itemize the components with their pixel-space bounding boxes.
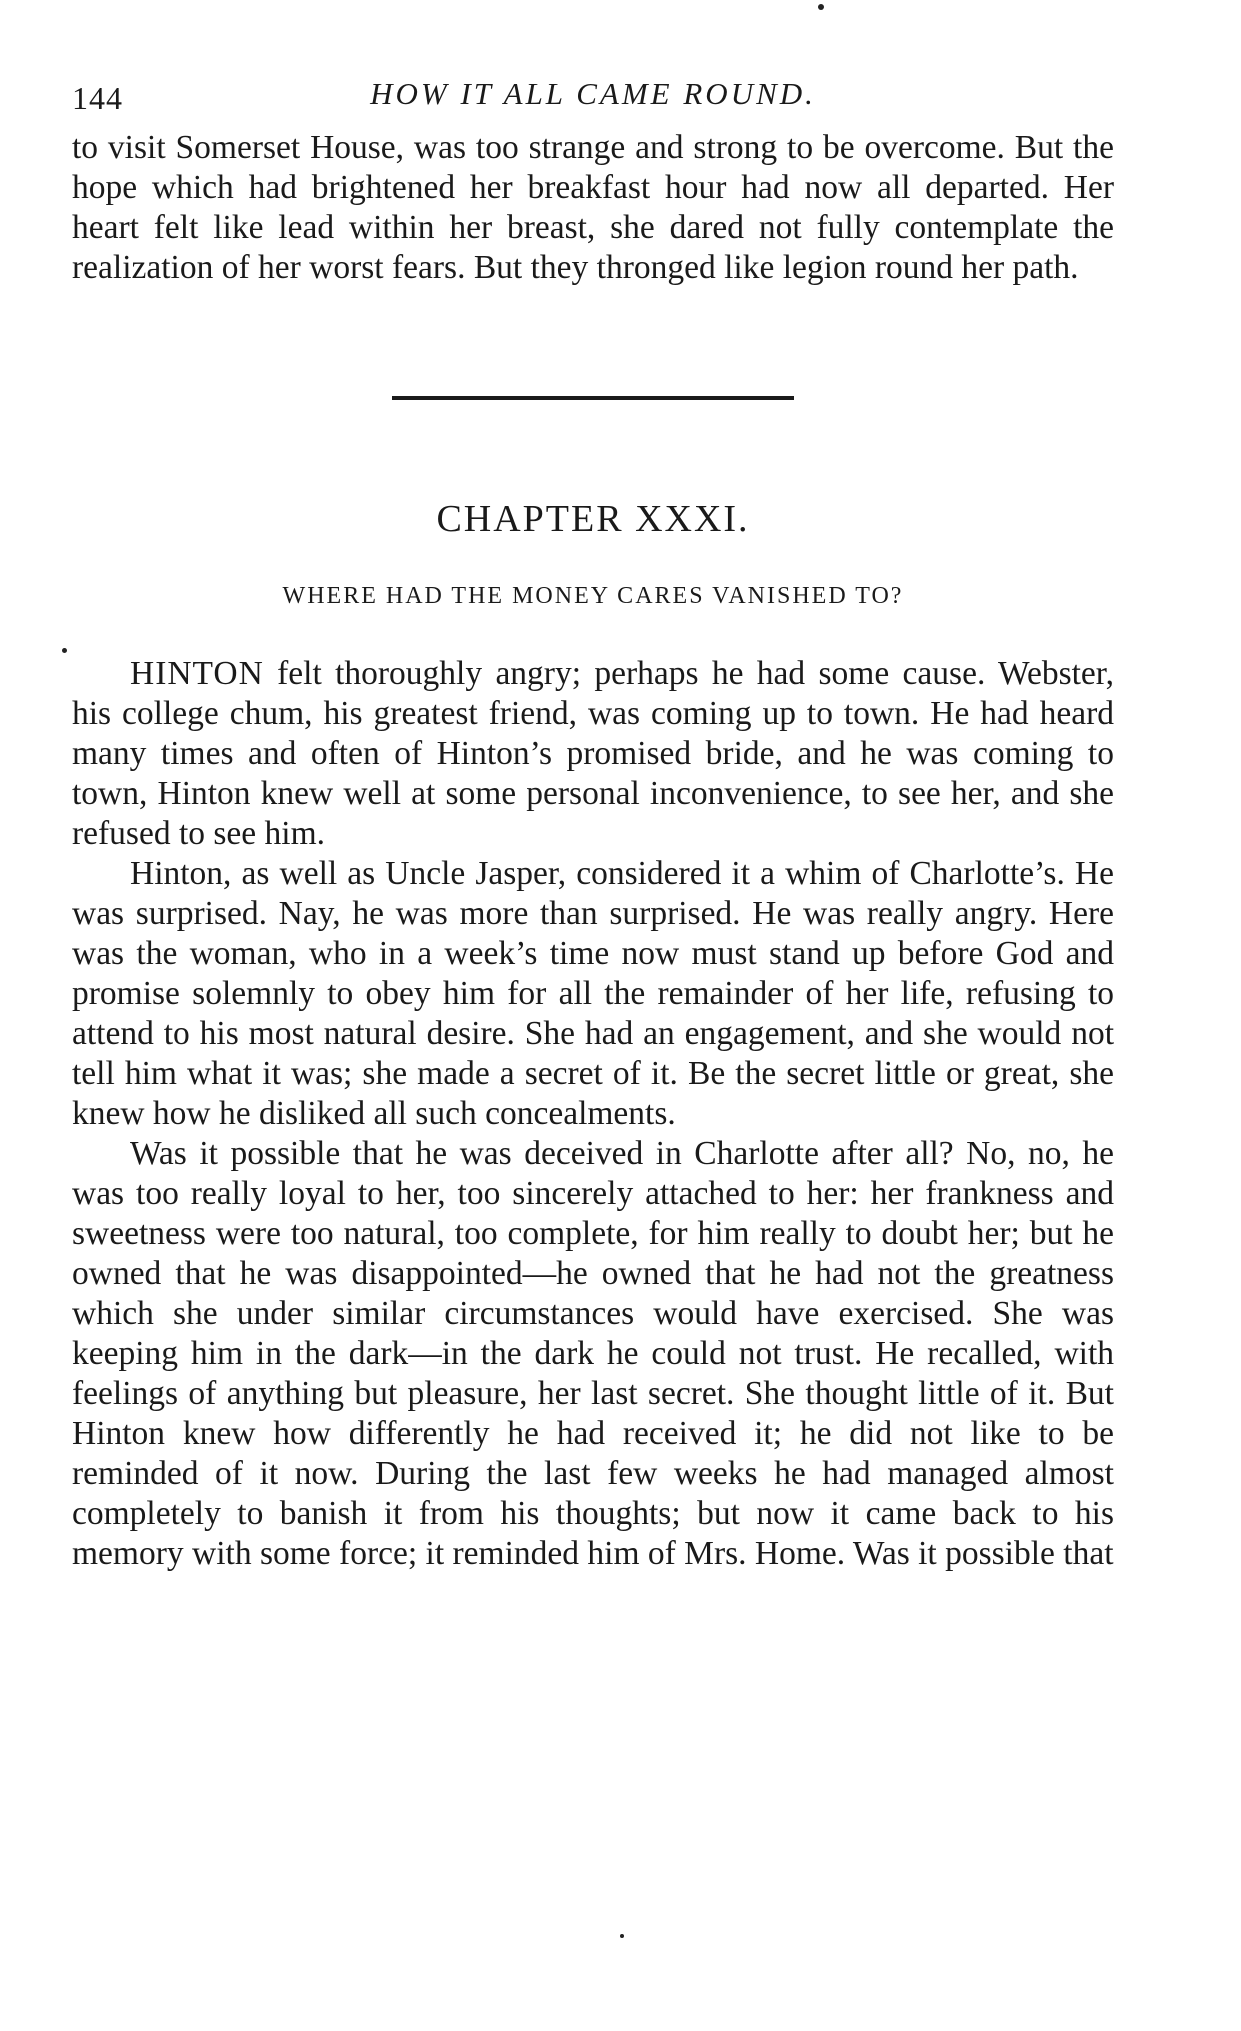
paragraph-lead-word: HINTON — [130, 655, 264, 692]
body-paragraph: Hinton, as well as Uncle Jasper, considered it a whim of Charlotte’s. He was surprised. Nay, he was more than surprised. He was really angry. Here was the woman, who in a week’s time now must stand up before God and promise solemnly to obey him for all the remainder of her life, refusing to attend to his most natural desire. She had an engagement, and she would not tell him what it was; she made a secret of it. Be the secret little or great, she knew how he disliked all such concealments. — [72, 855, 1114, 1132]
body-paragraph — [72, 654, 1114, 854]
page-number: 144 — [72, 80, 123, 116]
section-divider — [392, 396, 794, 400]
print-speck — [620, 1934, 624, 1938]
chapter-subtitle: WHERE HAD THE MONEY CARES VANISHED TO? — [282, 583, 904, 609]
print-speck — [62, 648, 67, 653]
paragraph-text: felt thoroughly angry; perhaps he had some cause. Webster, his college chum, his greatest friend, was coming up to town. He had heard many times and often of Hinton’s promised bride, and he was coming to town, Hinton knew well at some personal inconvenience, to see her, and she refused to see him. — [72, 655, 1114, 852]
body-paragraph: Was it possible that he was deceived in Charlotte after all? No, no, he was too really loyal to her, too sincerely attached to her: her frankness and sweetness were too natural, too complete, for him really to doubt her; but he owned that he was disappointed—he owned that he had not the greatness which she under similar circumstances would have exercised. She was keeping him in the dark—in the dark he could not trust. He recalled, with feelings of anything but pleasure, her last secret. She thought little of it. But Hinton knew how differently he had received it; he did not like to be reminded of it now. During the last few weeks he had managed almost completely to banish it from his thoughts; but now it came back to his memory with some force; it reminded him of Mrs. Home. Was it possible that — [72, 1135, 1114, 1572]
print-speck — [818, 4, 824, 10]
running-title: HOW IT ALL CAME ROUND. — [370, 76, 816, 111]
opening-paragraph: to visit Somerset House, was too strange and strong to be overcome. But the hope which had brightened her breakfast hour had now all departed. Her heart felt like lead within her breast, she dared not fully contemplate the realization of her worst fears. But they thronged like legion round her path. — [72, 129, 1114, 286]
page-header — [72, 60, 1114, 120]
book-page — [72, 60, 1114, 1574]
chapter-title: CHAPTER XXXI. — [436, 498, 750, 540]
